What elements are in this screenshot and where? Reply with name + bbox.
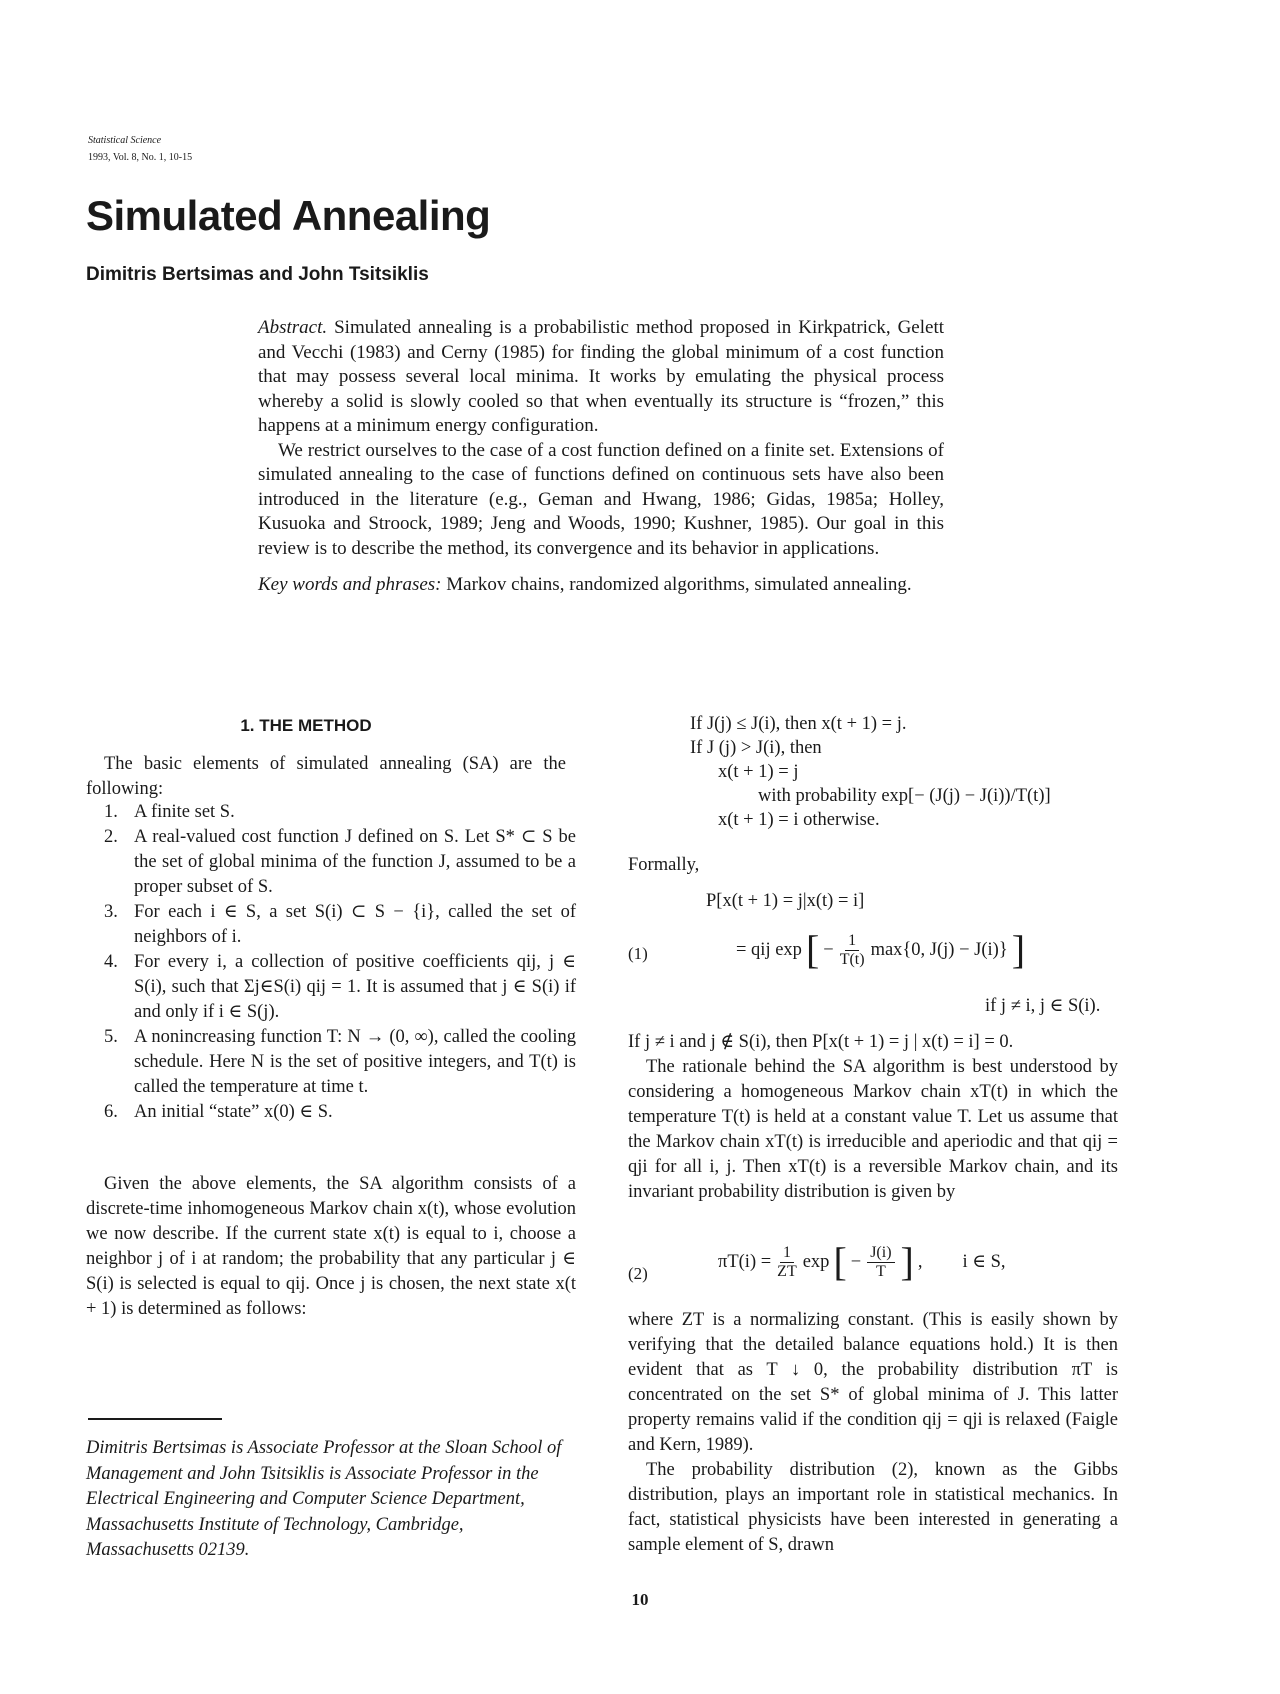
section-heading: 1. THE METHOD (240, 716, 372, 735)
comma: , (917, 1251, 923, 1272)
list-text: For each i ∈ S, a set S(i) ⊂ S − {i}, called the set of neighbors of i. (134, 902, 576, 947)
eq1-frac-den: T(t) (839, 950, 865, 968)
journal-name: Statistical Science (88, 135, 162, 146)
keywords (258, 573, 944, 598)
list-text: An initial “state” x(0) ∈ S. (134, 1102, 333, 1122)
author-footnote: Dimitris Bertsimas is Associate Professor at the Sloan School of Management and John Tsitsiklis is Associate Professor in the Electrical Engineering and Computer Science Department, Massachusetts Institute of Technology, Cambridge, Massachusetts 02139. (86, 1438, 562, 1560)
para-4: The probability distribution (2), known as the Gibbs distribution, plays an important role in statistical mechanics. In fact, statistical physicists have been interested in generating a sample element of S, drawn (628, 1460, 1118, 1555)
list-number: 4. (104, 952, 118, 972)
eq1-frac-num: 1 (845, 932, 859, 951)
right-paragraphs-1 (628, 1030, 1118, 1205)
transition-rules (690, 712, 1051, 832)
list-number: 1. (104, 802, 118, 822)
rule-line: x(t + 1) = i otherwise. (718, 810, 880, 830)
list-text: A finite set S. (134, 802, 235, 822)
eq2-lhs: πT(i) = (718, 1251, 772, 1272)
list-number: 6. (104, 1102, 118, 1122)
equation-1-number: (1) (628, 944, 648, 963)
equation-1-condition: if j ≠ i, j ∈ S(i). (985, 996, 1101, 1016)
rule-line: If J (j) > J(i), then (690, 738, 822, 758)
equation-2-number: (2) (628, 1264, 648, 1283)
list-text: A real-valued cost function J defined on S. Let S* ⊂ S be the set of global minima of the function J, assumed to be a proper subset of S. (134, 827, 576, 897)
eq2-inner-fraction (867, 1244, 894, 1281)
bracket-left: [ (805, 927, 820, 972)
keywords-label: Key words and phrases: (258, 574, 442, 595)
list-text: A nonincreasing function T: N → (0, ∞), called the cooling schedule. Here N is the set of positive integers, and T(t) is called the temperature at time t. (134, 1027, 576, 1097)
journal-volume: 1993, Vol. 8, No. 1, 10-15 (88, 152, 193, 163)
journal-header (88, 132, 192, 166)
list-item (86, 800, 576, 825)
eq1-rhs: max{0, J(j) − J(i)} (870, 939, 1008, 960)
para-2: The rationale behind the SA algorithm is best understood by considering a homogeneous Markov chain xT(t) in which the temperature T(t) is held at a constant value T. Let us assume that the Markov chain xT(t) is irreducible and aperiodic and that qij = qji for all i, j. Then xT(t) is a reversible Markov chain, and its invariant probability distribution is given by (628, 1057, 1118, 1202)
para-1: If j ≠ i and j ∉ S(i), then P[x(t + 1) = j | x(t) = i] = 0. (628, 1032, 1014, 1052)
bracket-right: ] (1011, 927, 1026, 972)
para-3: where ZT is a normalizing constant. (This is easily shown by verifying that the detailed balance equations hold.) It is then evident that as T ↓ 0, the probability distribution πT is concentrated on the set S* of global minima of J. This latter property remains valid if the condition qij = qji is relaxed (Faigle and Kern, 1989). (628, 1310, 1118, 1455)
eq2-fraction (777, 1244, 797, 1281)
rule-line: x(t + 1) = j (718, 762, 799, 782)
footnote-rule (88, 1418, 222, 1420)
eq1-fraction (840, 932, 865, 969)
eq1-lhs: = qij exp (736, 939, 802, 960)
paper-authors: Dimitris Bertsimas and John Tsitsiklis (86, 264, 429, 285)
page-number: 10 (631, 1590, 649, 1609)
abstract-p2: We restrict ourselves to the case of a cost function defined on a finite set. Extensions of simulated annealing to the case of functions defined on continuous sets have also been introduced in the literature (e.g., Geman and Hwang, 1986; Gidas, 1985a; Holley, Kusuoka and Stroock, 1989; Jeng and Woods, 1990; Kushner, 1985). Our goal in this review is to describe the method, its convergence and its behavior in applications. (258, 439, 944, 559)
abstract (258, 316, 944, 598)
equation-1-line-1: P[x(t + 1) = j|x(t) = i] (706, 891, 865, 911)
keywords-text: Markov chains, randomized algorithms, simulated annealing. (446, 574, 912, 595)
eq2-inner-den: T (875, 1262, 886, 1280)
equation-1 (736, 927, 1026, 972)
abstract-label: Abstract. (258, 317, 328, 338)
algorithm-paragraph: Given the above elements, the SA algorithm consists of a discrete-time inhomogeneous Markov chain x(t), whose evolution we now describe. If the current state x(t) is equal to i, choose a neighbor j of i at random; the probability that any particular j ∈ S(i) is selected is equal to qij. Once j is chosen, the next state x(t + 1) is determined as follows: (86, 1174, 576, 1319)
bracket-right: ] (900, 1239, 914, 1284)
list-item (86, 1100, 576, 1125)
list-item (86, 900, 576, 950)
abstract-p1 (258, 316, 944, 439)
paper-title: Simulated Annealing (86, 192, 491, 239)
rule-line: If J(j) ≤ J(i), then x(t + 1) = j. (690, 714, 907, 734)
formally-label: Formally, (628, 855, 700, 875)
equation-2 (718, 1239, 1006, 1284)
minus-sign: − (823, 939, 834, 960)
elements-list (86, 800, 576, 1125)
eq2-inner-num: J(i) (867, 1244, 894, 1263)
list-text: For every i, a collection of positive coefficients qij, j ∈ S(i), such that Σj∈S(i) qij = 1. It is assumed that j ∈ S(i) if and only if i ∈ S(j). (134, 952, 576, 1022)
right-paragraphs-2 (628, 1308, 1118, 1558)
eq2-condition: i ∈ S, (962, 1252, 1006, 1272)
list-item (86, 950, 576, 1025)
eq2-frac-num: 1 (780, 1244, 794, 1263)
rule-line: with probability exp[− (J(j) − J(i))/T(t)] (758, 786, 1051, 806)
eq2-frac-den: ZT (777, 1262, 797, 1280)
eq2-exp: exp (802, 1251, 830, 1272)
list-number: 2. (104, 827, 118, 847)
list-item (86, 1025, 576, 1100)
abstract-p1-text: Simulated annealing is a probabilistic method proposed in Kirkpatrick, Gelett and Vecchi (1983) and Cerny (1985) for finding the global minimum of a cost function that may possess several local minima. It works by emulating the physical process whereby a solid is slowly cooled so that when eventually its structure is “frozen,” this happens at a minimum energy configuration. (258, 317, 944, 436)
minus-sign: − (850, 1251, 862, 1272)
list-number: 3. (104, 902, 118, 922)
list-item (86, 825, 576, 900)
list-number: 5. (104, 1027, 118, 1047)
bracket-left: [ (833, 1239, 847, 1284)
section-intro: The basic elements of simulated annealing (SA) are the following: (86, 754, 566, 799)
